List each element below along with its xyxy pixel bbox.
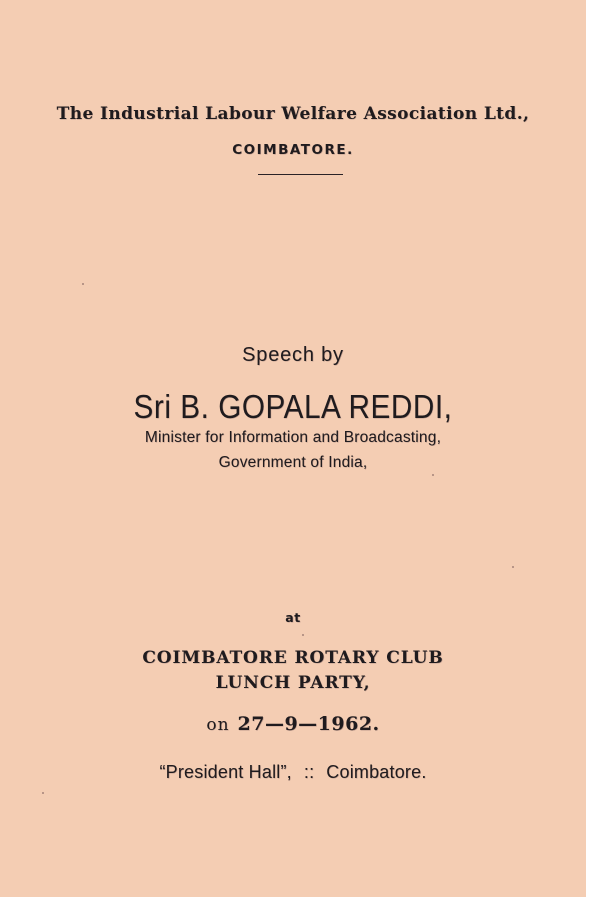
speech-intro: Speech by [242, 344, 344, 366]
venue-hall: “President Hall”, [159, 762, 292, 782]
venue-separator: :: [303, 762, 315, 782]
on-label: on [206, 715, 230, 735]
paper-speck [82, 283, 84, 285]
association-name: The Industrial Labour Welfare Association Ltd., [56, 104, 530, 124]
speaker-government: Government of India, [218, 454, 368, 471]
event-title-line2: LUNCH PARTY, [215, 673, 371, 693]
speaker-designation: Minister for Information and Broadcasting, [144, 429, 442, 446]
paper-speck [302, 634, 304, 636]
association-city: COIMBATORE. [232, 142, 354, 158]
venue-city: Coimbatore. [326, 762, 427, 782]
event-date-line [0, 713, 586, 735]
paper-speck [432, 474, 434, 476]
event-date: 27—9—1962. [237, 713, 380, 735]
event-title-line1: COIMBATORE ROTARY CLUB [142, 648, 444, 668]
paper-speck [42, 792, 44, 794]
paper-speck [512, 566, 514, 568]
speaker-name: Sri B. GOPALA REDDI, [133, 388, 453, 425]
at-label: at [285, 610, 301, 625]
divider-rule [258, 174, 343, 175]
event-venue [0, 762, 586, 783]
